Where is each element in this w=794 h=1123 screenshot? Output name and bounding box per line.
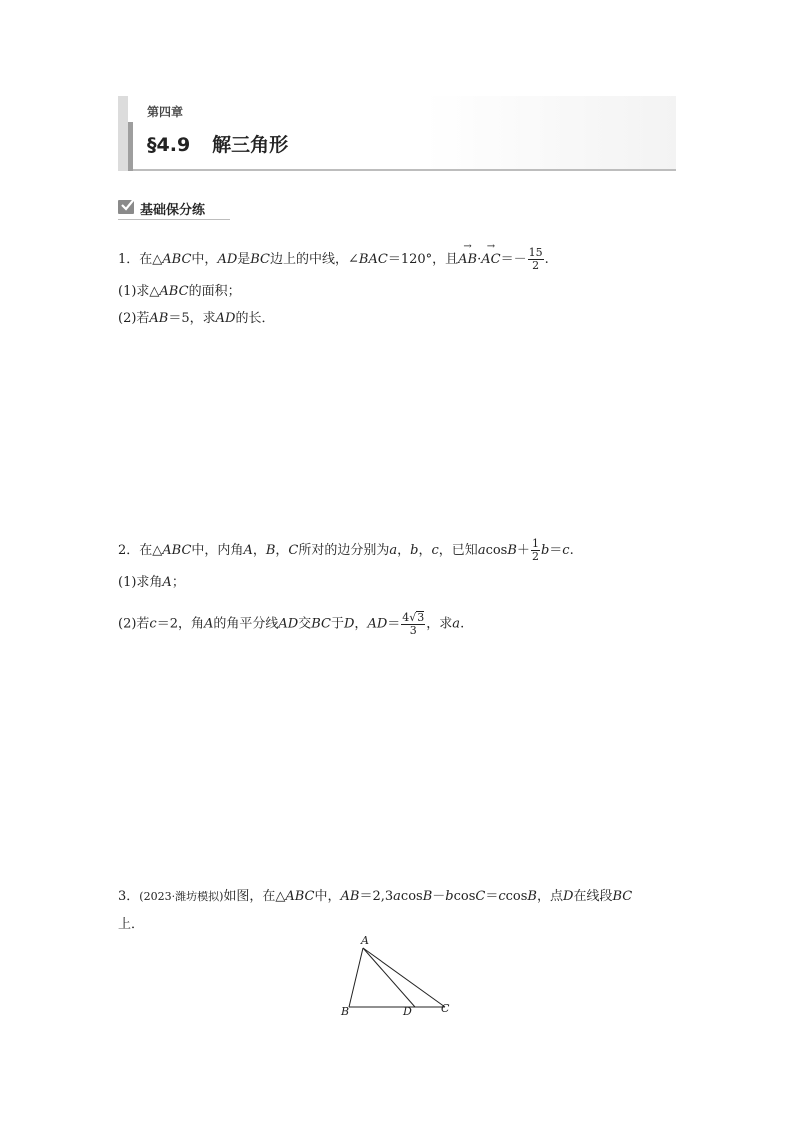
text: － xyxy=(432,889,446,904)
math-var: B xyxy=(265,543,276,558)
math-var: A xyxy=(243,543,253,558)
triangle-figure xyxy=(335,934,465,1023)
math-var: AD xyxy=(217,252,238,267)
numerator: 4√3 xyxy=(402,611,425,624)
section-number: §4.9 xyxy=(147,134,191,156)
numerator: 15 xyxy=(528,246,543,259)
math-var: ABC xyxy=(162,252,192,267)
fraction xyxy=(401,611,425,637)
text: 上． xyxy=(118,917,145,932)
fraction xyxy=(528,247,544,272)
math-var: ABC xyxy=(162,543,192,558)
fraction xyxy=(531,538,540,563)
text: 所对的边分别为 xyxy=(298,543,390,558)
math-var: b xyxy=(540,543,550,558)
math-var: AD xyxy=(215,311,236,326)
text: ，求 xyxy=(426,616,453,632)
text: ＝ xyxy=(485,889,499,904)
problem-1-part-2 xyxy=(118,310,274,328)
text: 边上的中线，∠ xyxy=(270,252,359,267)
math-var: c xyxy=(431,543,439,558)
denominator: 2 xyxy=(531,550,539,563)
text: 在△ xyxy=(139,252,163,267)
text: ，点 xyxy=(536,889,563,904)
math-var: B xyxy=(527,889,537,904)
problem-2-stem xyxy=(118,538,574,563)
coefficient: 4 xyxy=(402,611,410,624)
vector-ab: → AB xyxy=(458,241,478,267)
math-var: BC xyxy=(311,616,331,632)
text: 是 xyxy=(237,252,251,267)
text: (2)若 xyxy=(118,616,150,632)
text: (1)求△ xyxy=(118,284,160,299)
chapter-label: 第四章 xyxy=(147,105,184,119)
problem-1-stem xyxy=(118,241,549,272)
text: ＝ xyxy=(549,543,563,558)
math-var: AB xyxy=(458,252,478,267)
text: 中，内角 xyxy=(191,543,244,558)
text: ，已知 xyxy=(438,543,478,558)
math-var: D xyxy=(563,889,574,904)
problem-source: (2023·潍坊模拟) xyxy=(139,890,224,903)
text: . xyxy=(544,252,549,267)
practice-heading xyxy=(118,199,230,220)
problem-3-line-2 xyxy=(118,916,144,934)
math-var: B xyxy=(507,543,517,558)
text: 如图，在△ xyxy=(223,889,286,904)
math-var: BC xyxy=(612,889,633,904)
text: 的角平分线 xyxy=(213,616,279,632)
text: · xyxy=(477,252,482,267)
math-var: C xyxy=(288,543,299,558)
text: 的面积； xyxy=(188,284,241,299)
math-var: ABC xyxy=(159,284,189,299)
math-var: ABC xyxy=(285,889,315,904)
text: (2)若 xyxy=(118,311,150,326)
radicand: 3 xyxy=(417,611,425,624)
numerator: 1 xyxy=(531,537,539,550)
label-b: B xyxy=(341,1005,350,1018)
text: cos xyxy=(453,889,476,904)
math-var: BC xyxy=(250,252,271,267)
text: . xyxy=(460,616,465,632)
math-var: a xyxy=(452,616,461,632)
problem-2-part-2 xyxy=(118,611,464,637)
label-c: C xyxy=(441,1002,450,1015)
checkmark-icon xyxy=(118,200,134,214)
text: ， xyxy=(418,543,432,558)
math-var: c xyxy=(562,543,570,558)
problem-1-part-1 xyxy=(118,283,241,301)
vector-ac: → AC xyxy=(481,241,501,267)
problem-number: 1． xyxy=(118,252,140,267)
text: (1)求角 xyxy=(118,575,163,590)
text: ＝2,3 xyxy=(359,889,394,904)
section-name: 解三角形 xyxy=(212,134,289,156)
denominator: 2 xyxy=(532,259,540,272)
text: ； xyxy=(171,575,185,590)
math-var: AD xyxy=(278,616,299,632)
header-accent-bar xyxy=(118,96,128,171)
math-var: c xyxy=(149,616,157,632)
problem-2-part-1 xyxy=(118,574,185,592)
text: ＝2，角 xyxy=(156,616,204,632)
math-var: AC xyxy=(481,252,501,267)
header-accent-bar-inner xyxy=(128,122,133,171)
math-var: b xyxy=(410,543,419,558)
math-var: B xyxy=(422,889,433,904)
text: 在线段 xyxy=(573,889,613,904)
problem-number: 3． xyxy=(118,889,140,904)
math-var: c xyxy=(498,889,506,904)
math-var: AD xyxy=(367,616,388,632)
math-var: D xyxy=(343,616,355,632)
math-var: AB xyxy=(340,889,360,904)
segment-ad xyxy=(363,948,415,1007)
edge-ac xyxy=(363,948,445,1007)
edge-ab xyxy=(349,948,363,1007)
text: ， xyxy=(252,543,266,558)
math-var: A xyxy=(162,575,172,590)
text: ＝120°，且 xyxy=(387,252,459,267)
math-var: A xyxy=(203,616,214,632)
text: 中， xyxy=(191,252,218,267)
denominator: 3 xyxy=(409,624,417,637)
text: . xyxy=(569,543,574,558)
math-var: AB xyxy=(149,311,169,326)
math-var: b xyxy=(445,889,454,904)
text: cos xyxy=(400,889,423,904)
text: cos xyxy=(485,543,508,558)
text: ， xyxy=(354,616,368,632)
section-title xyxy=(147,130,288,157)
text: ＝ xyxy=(387,616,401,632)
math-var: C xyxy=(475,889,486,904)
text: ＝－ xyxy=(500,252,527,267)
text: ， xyxy=(275,543,289,558)
problem-number: 2． xyxy=(118,543,140,558)
text: ， xyxy=(397,543,411,558)
math-var: a xyxy=(477,543,486,558)
practice-label: 基础保分练 xyxy=(140,203,206,218)
math-var: BAC xyxy=(358,252,388,267)
text: ＝5，求 xyxy=(168,311,216,326)
text: 于 xyxy=(330,616,344,632)
label-d: D xyxy=(403,1005,412,1018)
text: ＋ xyxy=(516,543,530,558)
math-var: a xyxy=(389,543,398,558)
label-a: A xyxy=(361,934,369,947)
text: 在△ xyxy=(139,543,163,558)
text: 交 xyxy=(298,616,312,632)
problem-3-stem xyxy=(118,888,632,906)
math-var: a xyxy=(393,889,401,904)
text: cos xyxy=(505,889,528,904)
text: 中， xyxy=(314,889,341,904)
text: 的长． xyxy=(235,311,275,326)
